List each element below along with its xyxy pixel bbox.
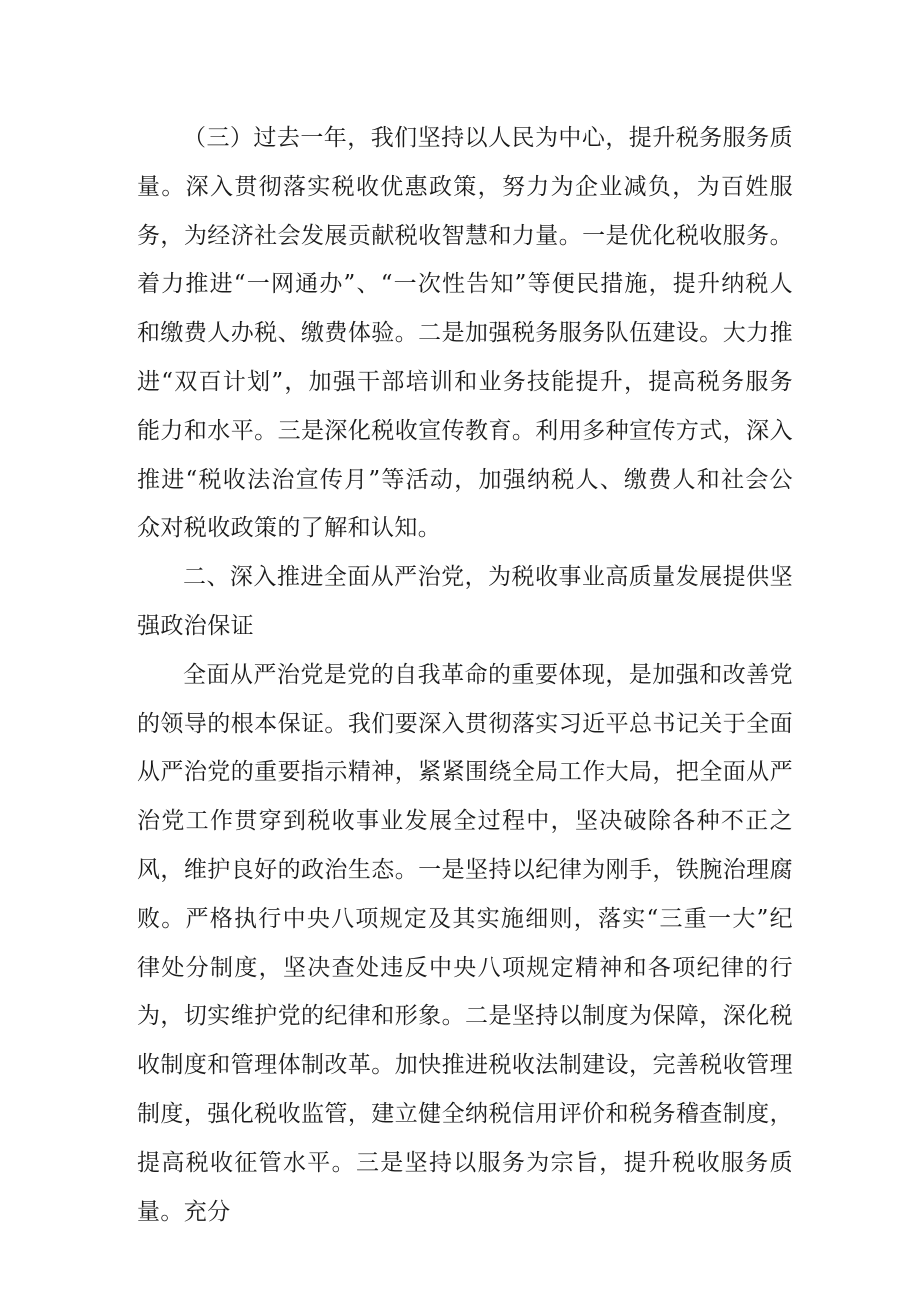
paragraph-service-quality: （三）过去一年，我们坚持以人民为中心，提升税务服务质量。深入贯彻落实税收优惠政策，努力为企业减负，为百姓服务，为经济社会发展贡献税收智慧和力量。一是优化税收服务。着力推进“一网通办”、“一次性告知”等便民措施，提升纳税人和缴费人办税、缴费体验。二是加强税务服务队伍建设。大力推进“双百计划”，加强干部培训和业务技能提升，提高税务服务能力和水平。三是深化税收宣传教育。利用多种宣传方式，深入推进“税收法治宣传月”等活动，加强纳税人、缴费人和社会公众对税收政策的了解和认知。 — [137, 125, 793, 542]
paragraph-party-governance: 全面从严治党是党的自我革命的重要体现，是加强和改善党的领导的根本保证。我们要深入贯彻落实习近平总书记关于全面从严治党的重要指示精神，紧紧围绕全局工作大局，把全面从严治党工作贯穿到税收事业发展全过程中，坚决破除各种不正之风，维护良好的政治生态。一是坚持以纪律为刚手，铁腕治理腐败。严格执行中央八项规定及其实施细则，落实“三重一大”纪律处分制度，坚决查处违反中央八项规定精神和各项纪律的行为，切实维护党的纪律和形象。二是坚持以制度为保障，深化税收制度和管理体制改革。加快推进税收法制建设，完善税收管理制度，强化税收监管，建立健全纳税信用评价和税务稽查制度，提高税收征管水平。三是坚持以服务为宗旨，提升税收服务质量。充分 — [137, 661, 793, 1225]
section-heading-party-governance: 二、深入推进全面从严治党，为税收事业高质量发展提供坚强政治保证 — [137, 564, 793, 639]
document-body — [137, 114, 793, 1236]
